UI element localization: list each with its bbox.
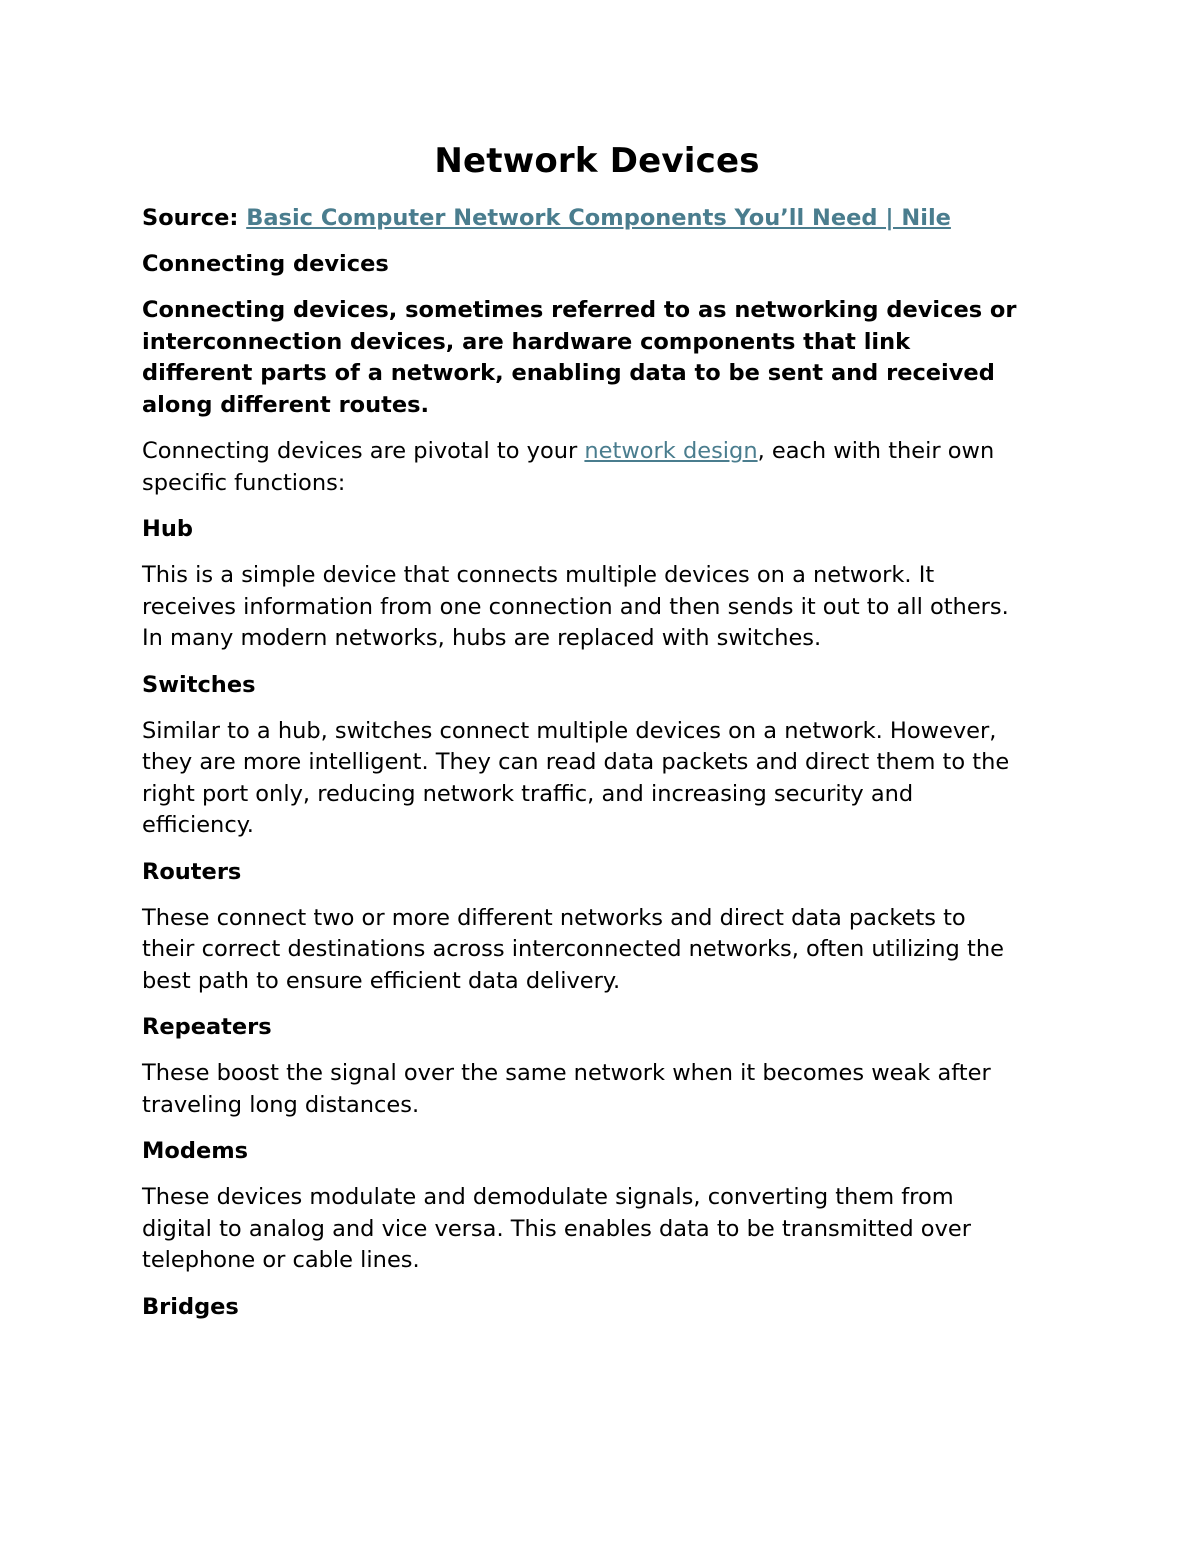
source-line xyxy=(142,202,1072,234)
body-line: These boost the signal over the same network when it becomes weak after xyxy=(142,1060,991,1086)
document-page xyxy=(142,138,1072,1323)
body-line: This is a simple device that connects multiple devices on a network. It xyxy=(142,562,935,588)
body-line: In many modern networks, hubs are replaced with switches. xyxy=(142,625,822,651)
section-body-repeaters xyxy=(142,1058,1072,1121)
source-link[interactable]: Basic Computer Network Components You’ll Need | Nile xyxy=(246,205,951,231)
section-heading-modems: Modems xyxy=(142,1138,249,1164)
body-line: digital to analog and vice versa. This enables data to be transmitted over xyxy=(142,1215,971,1242)
section-heading-routers: Routers xyxy=(142,858,242,885)
section-body-switches xyxy=(142,716,1072,842)
body-line: telephone or cable lines. xyxy=(142,1247,420,1273)
intro-paragraph xyxy=(142,436,1072,499)
body-line: receives information from one connection and then sends it out to all others. xyxy=(142,593,1009,620)
body-line: efficiency. xyxy=(142,812,254,838)
bold-line: different parts of a network, enabling data to be sent and received xyxy=(142,360,995,386)
body-line: Similar to a hub, switches connect multiple devices on a network. However, xyxy=(142,717,997,744)
bold-line: along different routes. xyxy=(142,391,430,418)
intro-line-2: specific functions: xyxy=(142,469,346,496)
body-line: These connect two or more different networks and direct data packets to xyxy=(142,904,966,931)
section-body-modems xyxy=(142,1182,1072,1277)
section-heading-repeaters: Repeaters xyxy=(142,1014,272,1040)
source-label: Source: xyxy=(142,205,239,231)
connecting-devices-bold-paragraph xyxy=(142,295,1072,421)
network-design-link[interactable]: network design xyxy=(584,438,758,464)
body-line: they are more intelligent. They can read data packets and direct them to the xyxy=(142,749,1010,775)
bold-line: Connecting devices, sometimes referred to as networking devices or xyxy=(142,297,1017,323)
body-line: traveling long distances. xyxy=(142,1091,420,1118)
section-body-hub xyxy=(142,560,1072,655)
intro-text-after-link: , each with their own xyxy=(757,438,995,464)
bold-line: interconnection devices, are hardware components that link xyxy=(142,328,911,355)
section-heading-switches: Switches xyxy=(142,671,256,698)
body-line: best path to ensure efficient data delivery. xyxy=(142,967,621,994)
connecting-devices-heading: Connecting devices xyxy=(142,251,389,277)
page-title: Network Devices xyxy=(434,141,760,181)
body-line: right port only, reducing network traffic, and increasing security and xyxy=(142,780,914,807)
section-heading-bridges: Bridges xyxy=(142,1293,239,1320)
body-line: These devices modulate and demodulate signals, converting them from xyxy=(142,1184,954,1210)
intro-line-1 xyxy=(142,436,1072,468)
intro-text-before-link: Connecting devices are pivotal to your xyxy=(142,438,585,464)
section-body-routers xyxy=(142,903,1072,998)
section-heading-hub: Hub xyxy=(142,516,193,542)
body-line: their correct destinations across interconnected networks, often utilizing the xyxy=(142,936,1004,962)
